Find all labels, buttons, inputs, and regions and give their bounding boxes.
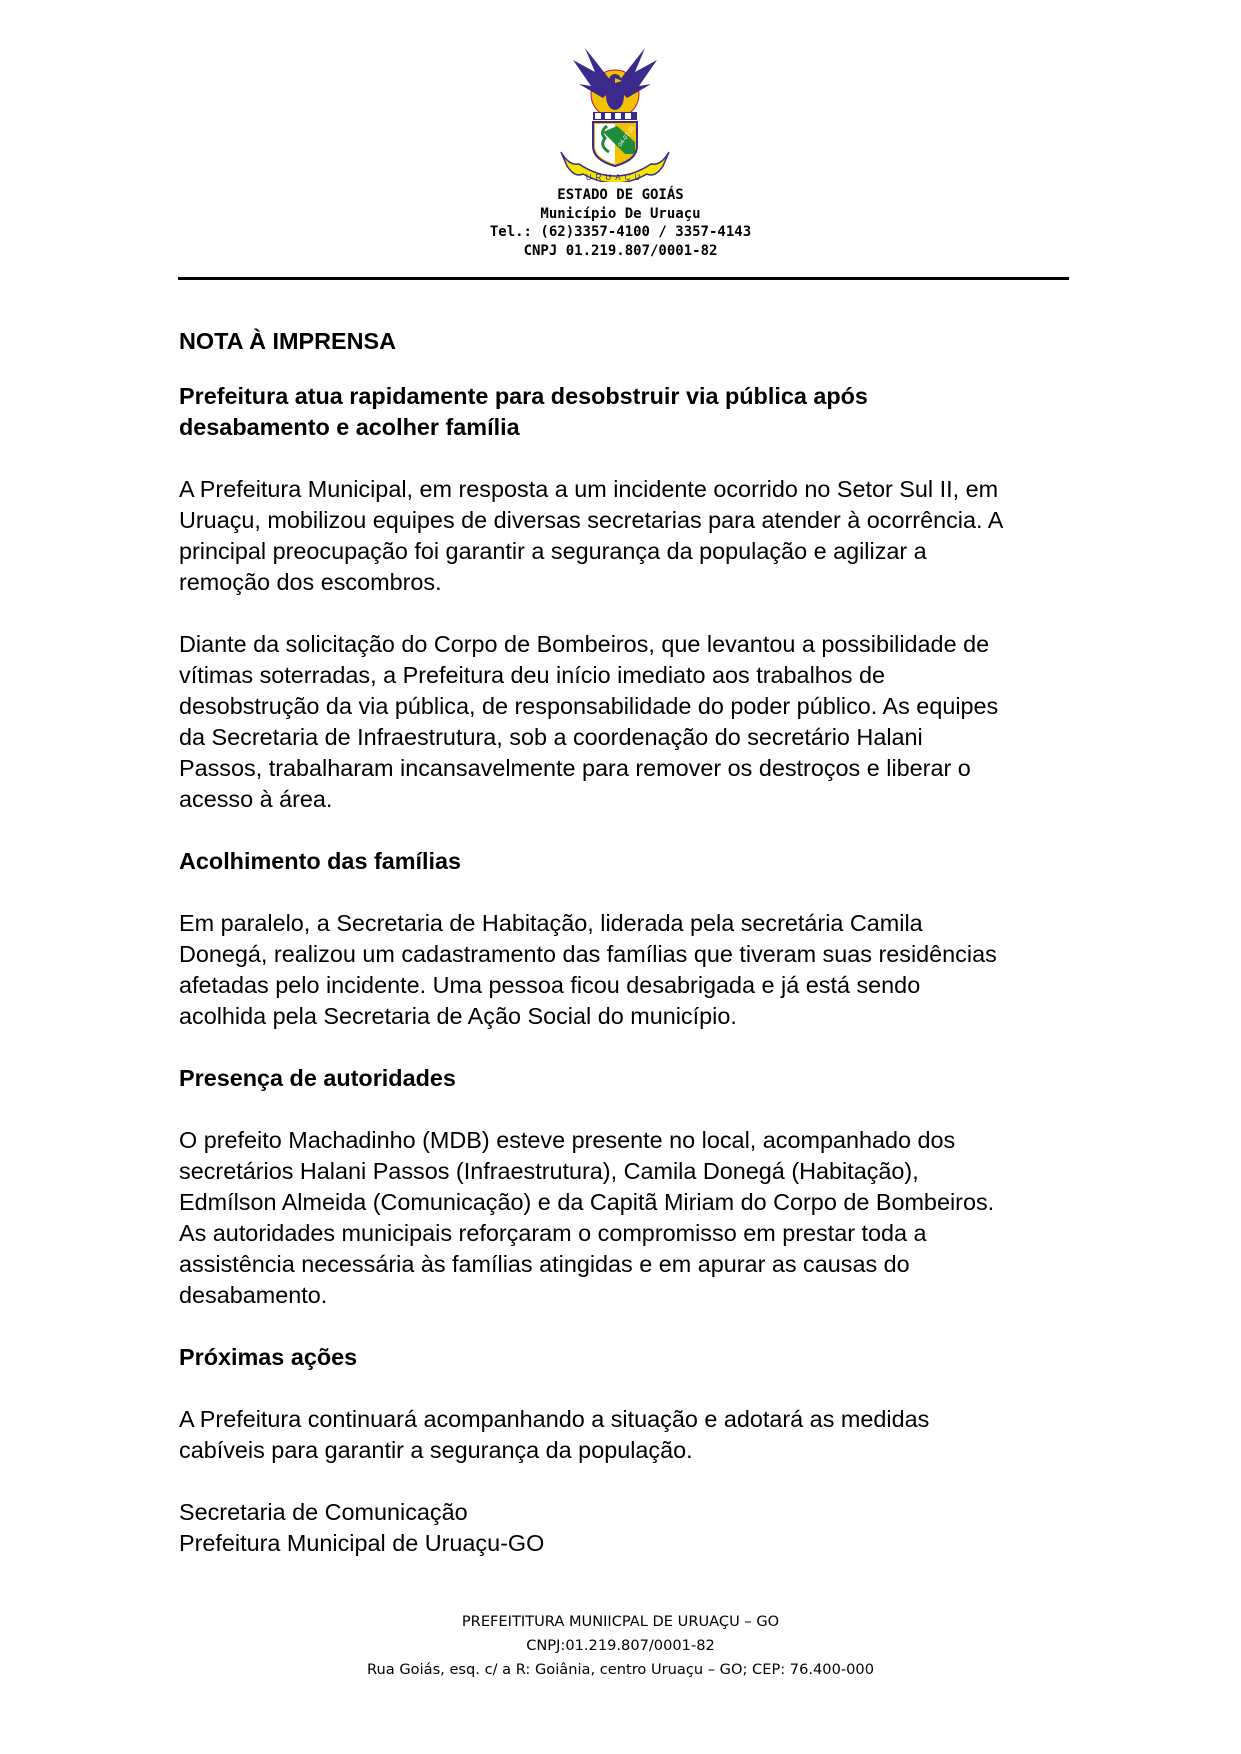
kicker: NOTA À IMPRENSA: [179, 328, 397, 354]
section-heading-autoridades: Presença de autoridades: [179, 1065, 456, 1091]
signature-line: Secretaria de Comunicação: [179, 1499, 468, 1525]
page-footer: [0, 1610, 1241, 1682]
text-line: assistência necessária às famílias atingidas e em apurar as causas do: [179, 1251, 910, 1277]
agency-info: [0, 186, 1241, 260]
paragraph-1: [179, 474, 1069, 598]
section-heading-acolhimento: Acolhimento das famílias: [179, 848, 462, 874]
headline-line: Prefeitura atua rapidamente para desobstruir via pública após: [179, 383, 868, 409]
crest-banner-text: URUAÇU: [585, 173, 645, 182]
text-line: cabíveis para garantir a segurança da população.: [179, 1437, 693, 1463]
text-line: principal preocupação foi garantir a segurança da população e agilizar a: [179, 538, 927, 564]
press-release-body: [179, 326, 1069, 1559]
header-divider: [178, 277, 1069, 280]
text-line: As autoridades municipais reforçaram o compromisso em prestar toda a: [179, 1220, 927, 1246]
text-line: acesso à área.: [179, 786, 333, 812]
signature-line: Prefeitura Municipal de Uruaçu-GO: [179, 1530, 545, 1556]
footer-name: PREFEITITURA MUNIICPAL DE URUAÇU – GO: [461, 1613, 780, 1630]
text-line: desabamento.: [179, 1282, 328, 1308]
section-heading-proximas-acoes: Próximas ações: [179, 1344, 358, 1370]
text-line: A Prefeitura Municipal, em resposta a um incidente ocorrido no Setor Sul II, em: [179, 476, 999, 502]
municipal-crest-icon: [555, 42, 675, 182]
agency-phone: Tel.: (62)3357-4100 / 3357-4143: [489, 224, 752, 240]
text-line: desobstrução da via pública, de responsabilidade do poder público. As equipes: [179, 693, 999, 719]
crest-date-text: 04-07-31: [617, 125, 637, 149]
text-line: A Prefeitura continuará acompanhando a situação e adotará as medidas: [179, 1406, 930, 1432]
text-line: Uruaçu, mobilizou equipes de diversas secretarias para atender à ocorrência. A: [179, 507, 1004, 533]
signature: [179, 1497, 1069, 1559]
agency-municipality: Município De Uruaçu: [540, 205, 701, 222]
text-line: Em paralelo, a Secretaria de Habitação, liderada pela secretária Camila: [179, 910, 923, 936]
text-line: secretários Halani Passos (Infraestrutura), Camila Donegá (Habitação),: [179, 1158, 919, 1184]
agency-cnpj: CNPJ 01.219.807/0001-82: [523, 242, 718, 259]
paragraph-4: [179, 1125, 1069, 1311]
text-line: Diante da solicitação do Corpo de Bombeiros, que levantou a possibilidade de: [179, 631, 990, 657]
text-line: afetadas pelo incidente. Uma pessoa ficou desabrigada e já está sendo: [179, 972, 921, 998]
text-line: O prefeito Machadinho (MDB) esteve presente no local, acompanhado dos: [179, 1127, 956, 1153]
text-line: Donegá, realizou um cadastramento das famílias que tiveram suas residências: [179, 941, 997, 967]
text-line: acolhida pela Secretaria de Ação Social do município.: [179, 1003, 737, 1029]
footer-cnpj: CNPJ:01.219.807/0001-82: [526, 1637, 715, 1654]
text-line: remoção dos escombros.: [179, 569, 442, 595]
paragraph-3: [179, 908, 1069, 1032]
agency-state: ESTADO DE GOIÁS: [557, 187, 684, 203]
text-line: vítimas soterradas, a Prefeitura deu início imediato aos trabalhos de: [179, 662, 885, 688]
paragraph-5: [179, 1404, 1069, 1466]
headline-line: desabamento e acolher família: [179, 414, 520, 440]
headline: [179, 381, 1069, 443]
text-line: da Secretaria de Infraestrutura, sob a coordenação do secretário Halani: [179, 724, 923, 750]
paragraph-2: [179, 629, 1069, 815]
text-line: Passos, trabalharam incansavelmente para remover os destroços e liberar o: [179, 755, 971, 781]
footer-address: Rua Goiás, esq. c/ a R: Goiânia, centro Uruaçu – GO; CEP: 76.400-000: [367, 1661, 874, 1678]
text-line: Edmílson Almeida (Comunicação) e da Capitã Miriam do Corpo de Bombeiros.: [179, 1189, 995, 1215]
